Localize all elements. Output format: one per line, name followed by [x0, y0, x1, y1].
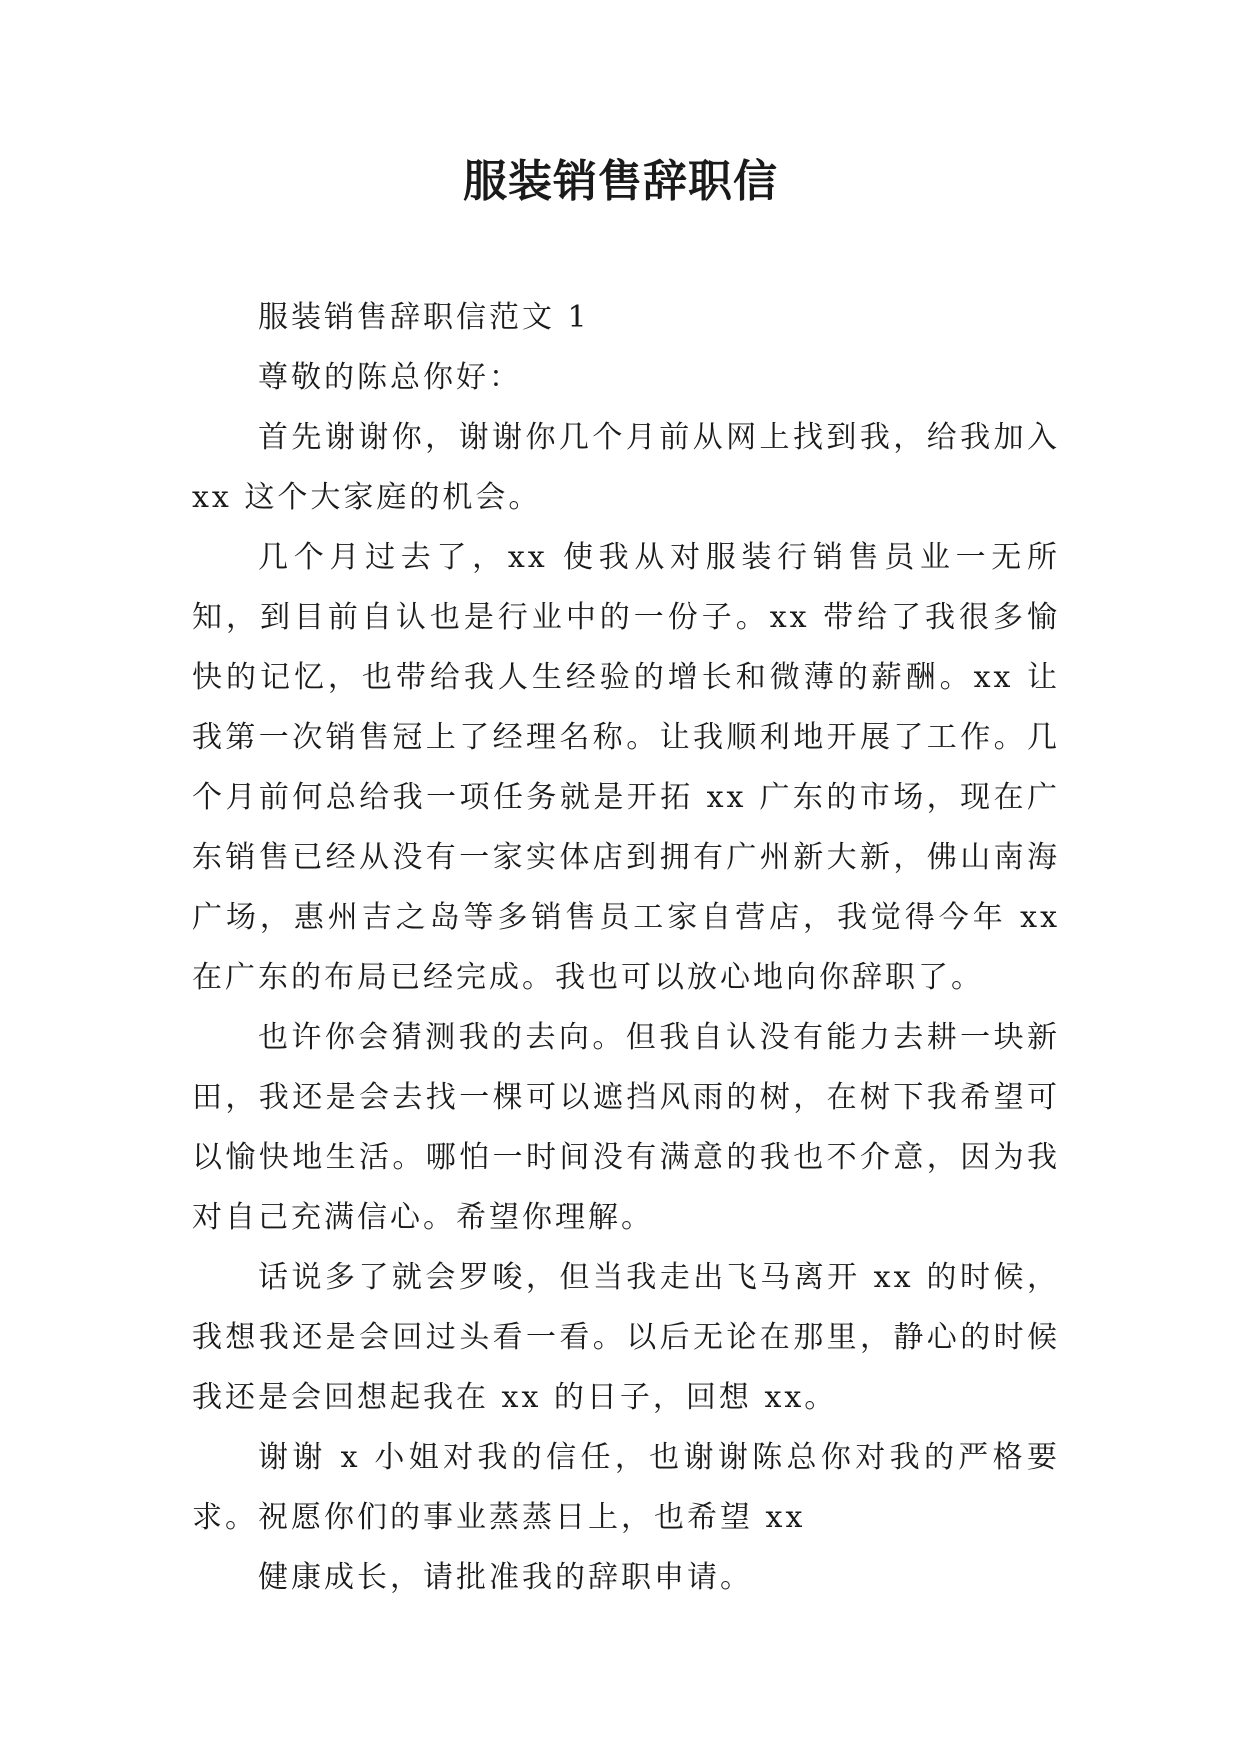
- paragraph: 首先谢谢你，谢谢你几个月前从网上找到我，给我加入 xx 这个大家庭的机会。: [192, 420, 1060, 515]
- paragraph: 几个月过去了，xx 使我从对服装行销售员业一无所知，到目前自认也是行业中的一份子。xx 带给了我很多愉快的记忆，也带给我人生经验的增长和微薄的薪酬。xx 让我第一次销售冠上了经理名称。让我顺利地开展了工作。几个月前何总给我一项任务就是开拓 xx 广东的市场，现在广东销售已经从没有一家实体店到拥有广州新大新，佛山南海广场，惠州吉之岛等多销售员工家自营店，我觉得今年 xx 在广东的布局已经完成。我也可以放心地向你辞职了。: [192, 540, 1060, 995]
- paragraph: 谢谢 x 小姐对我的信任，也谢谢陈总你对我的严格要求。祝愿你们的事业蒸蒸日上，也希望 xx: [192, 1440, 1060, 1535]
- paragraph-heading: 服装销售辞职信范文 1: [258, 300, 590, 335]
- paragraph: 也许你会猜测我的去向。但我自认没有能力去耕一块新田，我还是会去找一棵可以遮挡风雨的树，在树下我希望可以愉快地生活。哪怕一时间没有满意的我也不介意，因为我对自己充满信心。希望你理解。: [192, 1020, 1060, 1235]
- paragraph: 话说多了就会罗唆，但当我走出飞马离开 xx 的时候，我想我还是会回过头看一看。以后无论在那里，静心的时候我还是会回想起我在 xx 的日子，回想 xx。: [192, 1260, 1060, 1415]
- paragraph: 健康成长，请批准我的辞职申请。: [258, 1560, 753, 1595]
- paragraph-salutation: 尊敬的陈总你好：: [258, 360, 522, 395]
- document-title: 服装销售辞职信: [463, 156, 778, 207]
- document-body: [192, 288, 1060, 1608]
